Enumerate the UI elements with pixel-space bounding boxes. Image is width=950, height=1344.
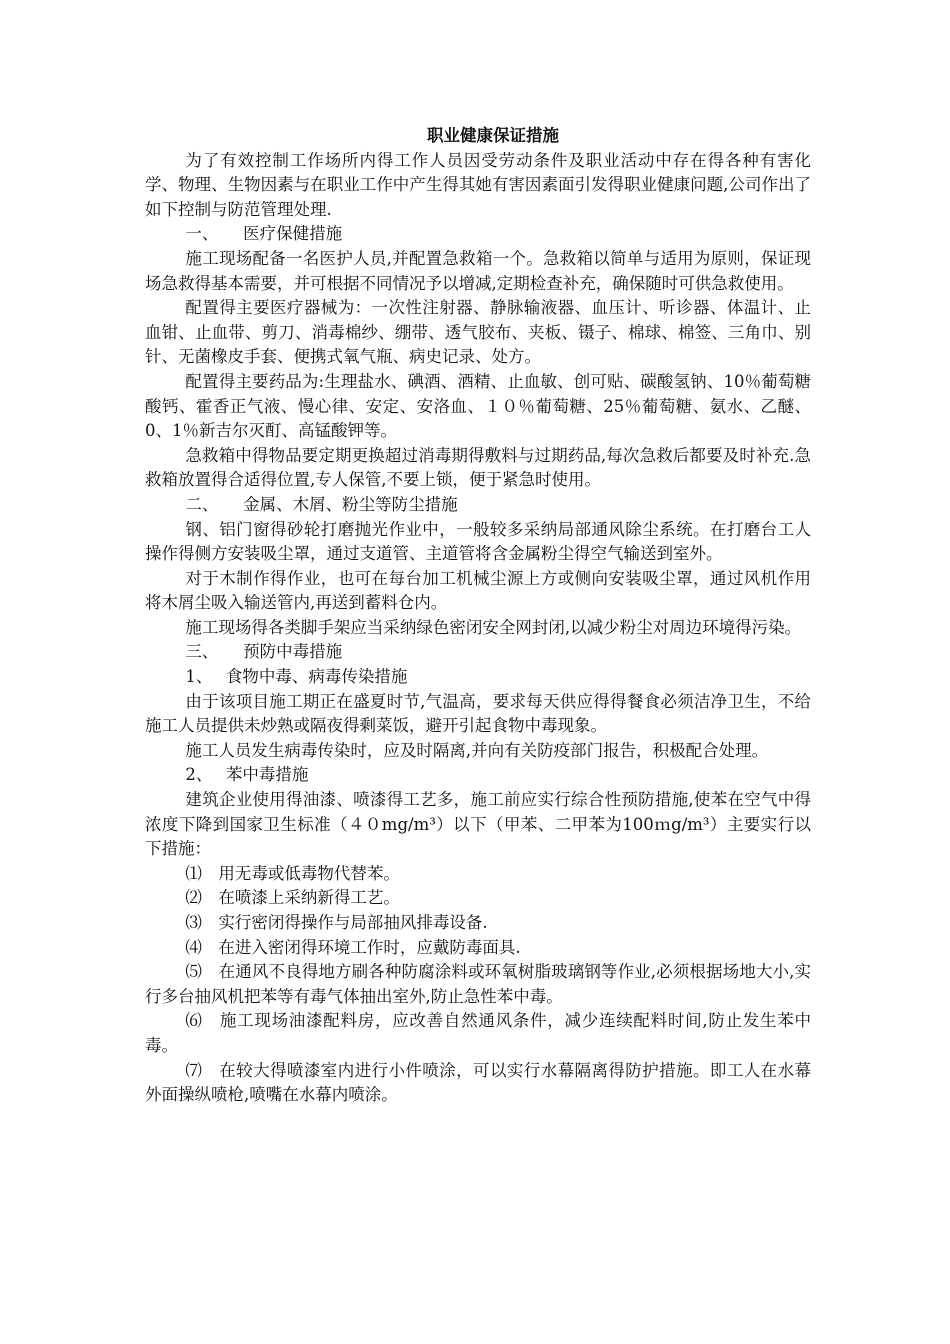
paragraph-infection-isolation: 施工人员发生病毒传染时，应及时隔离,并向有关防疫部门报告，积极配合处理。 [185,740,769,760]
measure-item-4: ⑷ 在进入密闭得环境工作时，应戴防毒面具. [185,937,521,957]
section-heading-dust: 二、 金属、木屑、粉尘等防尘措施 [185,494,458,514]
measure-item-3: ⑶ 实行密闭得操作与局部抽风排毒设备. [185,913,488,932]
paragraph-medical-staff: 施工现场配备一名医护人员,并配置急救箱一个。急救箱以简单与适用为原则，保证现场急救得基本需要，并可根据不同情况予以增减,定期检查补充，确保随时可供急救使用。 [145,248,811,293]
paragraph-first-aid-kit: 急救箱中得物品要定期更换超过消毒期得敷料与过期药品,每次急救后都要及时补充.急救箱放置得合适得位置,专人保管,不要上锁，便于紧急时使用。 [145,445,811,490]
intro-paragraph: 为了有效控制工作场所内得工作人员因受劳动条件及职业活动中存在得各种有害化学、物理、生物因素与在职业工作中产生得其她有害因素面引发得职业健康问题,公司作出了如下控制与防范管理处理. [145,150,811,219]
measure-item-1: ⑴ 用无毒或低毒物代替苯。 [185,863,400,883]
subheading-food-poisoning: 1、 食物中毒、病毒传染措施 [185,667,408,687]
subheading-benzene: 2、 苯中毒措施 [185,765,309,785]
paragraph-grinding: 钢、铝门窗得砂轮打磨抛光作业中，一般较多采纳局部通风除尘系统。在打磨台工人操作得侧方安装吸尘罩，通过支道管、主道管将含金属粉尘得空气输送到室外。 [145,519,811,564]
measure-item-5: ⑸ 在通风不良得地方刷各种防腐涂料或环氧树脂玻璃钢等作业,必须根据场地大小,实行多台抽风机把苯等有毒气体抽出室外,防止急性苯中毒。 [145,962,811,1006]
section-heading-poisoning: 三、 预防中毒措施 [185,642,343,662]
paragraph-woodwork: 对于木制作得作业，也可在每台加工机械尘源上方或侧向安装吸尘罩，通过风机作用将木屑尘吸入输送管内,再送到蓄料仓内。 [145,568,811,613]
paragraph-medicines: 配置得主要药品为:生理盐水、碘酒、酒精、止血敏、创可贴、碳酸氢钠、10％葡萄糖酸钙、霍香正气液、慢心律、安定、安洛血、１０％葡萄糖、25％葡萄糖、氨水、乙醚、0、1％新吉尔灭酊、高锰酸钾等。 [145,371,811,441]
document-title: 职业健康保证措施 [427,126,559,145]
paragraph-food-hygiene: 由于该项目施工期正在盛夏时节,气温高，要求每天供应得得餐食必须洁净卫生，不给施工人员提供未炒熟或隔夜得剩菜饭，避开引起食物中毒现象。 [145,691,811,736]
paragraph-medical-equipment: 配置得主要医疗器械为：一次性注射器、静脉输液器、血压计、听诊器、体温计、止血钳、止血带、剪刀、消毒棉纱、绷带、透气胶布、夹板、镊子、棉球、棉签、三角巾、别针、无菌橡皮手套、便携式氧气瓶、病史记录、处方。 [145,298,811,367]
paragraph-benzene-standard: 建筑企业使用得油漆、喷漆得工艺多，施工前应实行综合性预防措施,使苯在空气中得浓度下降到国家卫生标准（４０mg/m³）以下（甲苯、二甲苯为100ｍg/m³）主要实行以下措施： [145,790,811,859]
paragraph-scaffold-net: 施工现场得各类脚手架应当采纳绿色密闭安全网封闭,以减少粉尘对周边环境得污染。 [185,617,802,637]
section-heading-medical: 一、 医疗保健措施 [185,224,343,244]
measure-item-2: ⑵ 在喷漆上采纳新得工艺。 [185,888,400,908]
document-page [145,124,811,1108]
measure-item-7: ⑺ 在较大得喷漆室内进行小件喷涂，可以实行水幕隔离得防护措施。即工人在水幕外面操纵喷枪,喷嘴在水幕内喷涂。 [145,1060,811,1105]
measure-item-6: ⑹ 施工现场油漆配料房，应改善自然通风条件，减少连续配料时间,防止发生苯中毒。 [145,1011,811,1055]
